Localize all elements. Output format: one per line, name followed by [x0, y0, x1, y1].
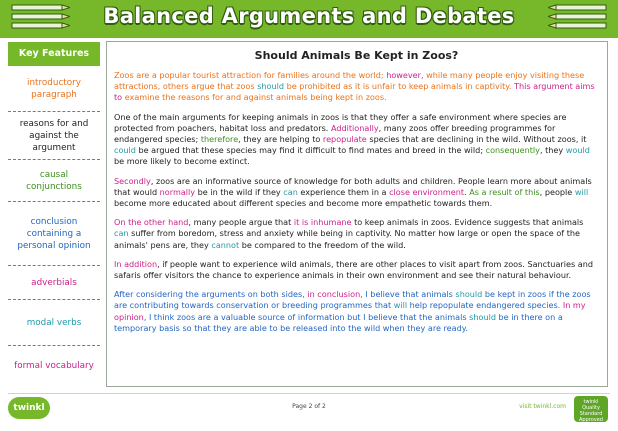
- text-segment: In addition: [114, 258, 158, 269]
- text-segment: , I think zoos are a valuable source of information but I believe that the animals: [143, 311, 470, 322]
- text-segment: , many people argue that: [188, 217, 294, 228]
- text-segment: can: [114, 228, 129, 239]
- text-segment: examine the reasons for and against animals being kept in zoos.: [122, 92, 387, 103]
- text-segment: repopulate: [322, 134, 367, 145]
- text-segment: could: [114, 145, 136, 156]
- header-banner: [0, 0, 618, 38]
- page-title: Balanced Arguments and Debates: [103, 4, 515, 28]
- text-segment: be in the wild if they: [195, 186, 284, 197]
- text-segment: , I believe that animals: [360, 289, 456, 300]
- key-feature-item: introductory paragraph: [8, 66, 100, 112]
- text-segment: In my opinion: [114, 300, 586, 322]
- text-segment: suffer from boredom, stress and anxiety while being in captivity. No matter how large or open the space of the animals' pens are, they: [114, 228, 581, 250]
- text-segment: One of the main arguments for keeping animals in zoos is that they offer a safe environment where species are protected from poachers, habitat loss and predators.: [114, 111, 567, 133]
- text-segment: be more likely to become extinct.: [114, 156, 250, 167]
- paragraph-argument-against-2: [114, 259, 599, 281]
- text-segment: Secondly: [114, 175, 151, 186]
- article-title: Should Animals Be Kept in Zoos?: [254, 49, 459, 62]
- text-segment: be argued that these species may find it difficult to find mates and breed in the wild;: [135, 145, 486, 156]
- text-segment: to keep animals in zoos. Evidence suggests that animals: [351, 217, 584, 228]
- key-feature-item: causal conjunctions: [8, 160, 100, 202]
- twinkl-logo[interactable]: twinkl: [8, 397, 50, 419]
- text-segment: should: [257, 81, 285, 92]
- key-feature-item: adverbials: [8, 266, 100, 300]
- text-segment: On the other hand: [114, 217, 189, 228]
- text-segment: while many people enjoy visiting these attractions, others argue that zoos: [114, 70, 585, 92]
- text-segment: be compared to the freedom of the wild.: [239, 239, 406, 250]
- article-panel: [106, 41, 608, 387]
- key-features-list: [8, 66, 100, 386]
- text-segment: help repopulate endangered species.: [407, 300, 563, 311]
- paragraph-conclusion: [114, 289, 599, 334]
- text-segment: , many zoos offer breeding programmes for endangered species;: [114, 122, 556, 145]
- paragraph-argument-against-1: [114, 217, 599, 251]
- text-segment: become more educated about different species and become more empathetic towards them.: [114, 198, 493, 209]
- text-segment: should: [469, 311, 496, 322]
- text-segment: cannot: [211, 239, 240, 250]
- paragraph-introduction: [114, 70, 599, 104]
- text-segment: can: [283, 186, 298, 197]
- text-segment: , they: [539, 145, 566, 156]
- key-feature-item: conclusion containing a personal opinion: [8, 202, 100, 266]
- text-segment: Zoos are a popular tourist attraction for families around the world;: [114, 70, 387, 80]
- text-segment: close environment: [389, 186, 465, 197]
- text-segment: therefore: [200, 134, 239, 145]
- text-segment: After considering the arguments on both sides,: [114, 289, 308, 300]
- text-segment: species that are declining in the wild. Without zoos, it: [366, 134, 587, 145]
- text-segment: in conclusion: [307, 289, 361, 300]
- text-segment: This argument aims to: [114, 81, 595, 103]
- text-segment: would: [565, 145, 590, 156]
- text-segment: normally: [159, 186, 196, 197]
- text-segment: however,: [386, 70, 424, 80]
- text-segment: , people: [539, 186, 575, 197]
- text-segment: be prohibited as it is unfair to keep animals in captivity.: [284, 81, 515, 92]
- text-segment: will: [393, 300, 408, 311]
- text-segment: it is inhumane: [293, 217, 352, 228]
- key-feature-item: reasons for and against the argument: [8, 112, 100, 160]
- text-segment: be in there on a temporary basis so that they are able to be released into the wild when they are ready.: [114, 311, 563, 333]
- pencils-right-icon: [548, 2, 614, 32]
- page-number: Page 2 of 2: [292, 403, 326, 410]
- key-features-heading: Key Features: [8, 42, 100, 66]
- key-feature-item: formal vocabulary: [14, 361, 94, 371]
- footer-divider: [8, 393, 610, 394]
- paragraph-argument-for-2: [114, 176, 599, 210]
- key-feature-item: modal verbs: [8, 300, 100, 346]
- text-segment: .: [464, 186, 470, 197]
- text-segment: , if people want to experience wild animals, there are other places to visit apart from zoos. Sanctuaries and safaris offer visitors the chance to experience animals in their own environment and see their natural behaviour.: [114, 258, 593, 281]
- paragraph-argument-for-1: [114, 112, 599, 168]
- text-segment: should: [455, 289, 483, 300]
- text-segment: will: [574, 186, 589, 197]
- text-segment: be kept in zoos if the zoos are contributing towards conservation or breeding programmes that: [114, 289, 591, 311]
- text-segment: Additionally: [330, 122, 379, 133]
- quality-badge: twinkl Quality Standard Approved: [574, 396, 608, 422]
- visit-link[interactable]: visit twinkl.com: [519, 403, 566, 410]
- text-segment: , zoos are an informative source of knowledge for both adults and children. People learn more about animals that would: [114, 175, 592, 197]
- text-segment: consequently: [485, 145, 540, 156]
- text-segment: experience them in a: [297, 186, 390, 197]
- text-segment: , they are helping to: [238, 134, 323, 145]
- text-segment: As a result of this: [469, 186, 540, 197]
